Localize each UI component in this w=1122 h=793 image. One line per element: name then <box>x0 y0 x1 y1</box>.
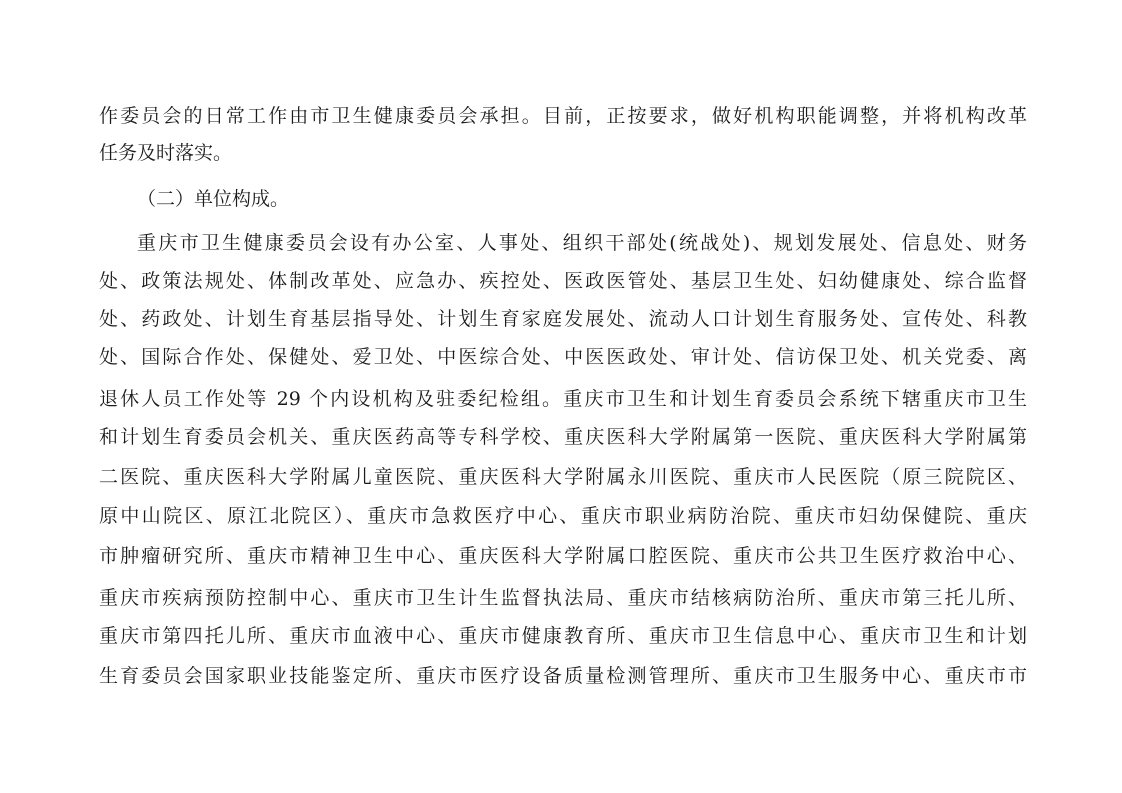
paragraph-2-line-8: 原中山院区、原江北院区）、重庆市急救医疗中心、重庆市职业病防治院、重庆市妇幼保健院、重庆 <box>99 505 1027 527</box>
paragraph-2-line-11: 重庆市第四托儿所、重庆市血液中心、重庆市健康教育所、重庆市卫生信息中心、重庆市卫生和计划 <box>99 625 1027 647</box>
paragraph-2-line-12: 生育委员会国家职业技能鉴定所、重庆市医疗设备质量检测管理所、重庆市卫生服务中心、重庆市市 <box>99 665 1027 687</box>
paragraph-2-line-2: 处、政策法规处、体制改革处、应急办、疾控处、医政医管处、基层卫生处、妇幼健康处、综合监督 <box>99 270 1027 292</box>
paragraph-2-line-9: 市肿瘤研究所、重庆市精神卫生中心、重庆医科大学附属口腔医院、重庆市公共卫生医疗救治中心、 <box>99 545 1027 567</box>
paragraph-2-line-4: 处、国际合作处、保健处、爱卫处、中医综合处、中医医政处、审计处、信访保卫处、机关党委、离 <box>99 346 1027 368</box>
paragraph-2-line-5: 退休人员工作处等 29 个内设机构及驻委纪检组。重庆市卫生和计划生育委员会系统下辖重庆市卫生 <box>99 388 1027 410</box>
paragraph-2-line-3: 处、药政处、计划生育基层指导处、计划生育家庭发展处、流动人口计划生育服务处、宣传处、科教 <box>99 308 1027 330</box>
section-heading: （二）单位构成。 <box>137 188 290 210</box>
paragraph-2-line-1: 重庆市卫生健康委员会设有办公室、人事处、组织干部处(统战处)、规划发展处、信息处、财务 <box>137 232 1027 254</box>
paragraph-1-line-2: 任务及时落实。 <box>99 142 233 164</box>
paragraph-2-line-7: 二医院、重庆医科大学附属儿童医院、重庆医科大学附属永川医院、重庆市人民医院（原三院院区、 <box>99 466 1027 488</box>
paragraph-2-line-6: 和计划生育委员会机关、重庆医药高等专科学校、重庆医科大学附属第一医院、重庆医科大学附属第 <box>99 426 1027 448</box>
paragraph-1-line-1: 作委员会的日常工作由市卫生健康委员会承担。目前，正按要求，做好机构职能调整，并将机构改革 <box>99 105 1027 127</box>
paragraph-2-line-10: 重庆市疾病预防控制中心、重庆市卫生计生监督执法局、重庆市结核病防治所、重庆市第三托儿所、 <box>99 587 1027 609</box>
